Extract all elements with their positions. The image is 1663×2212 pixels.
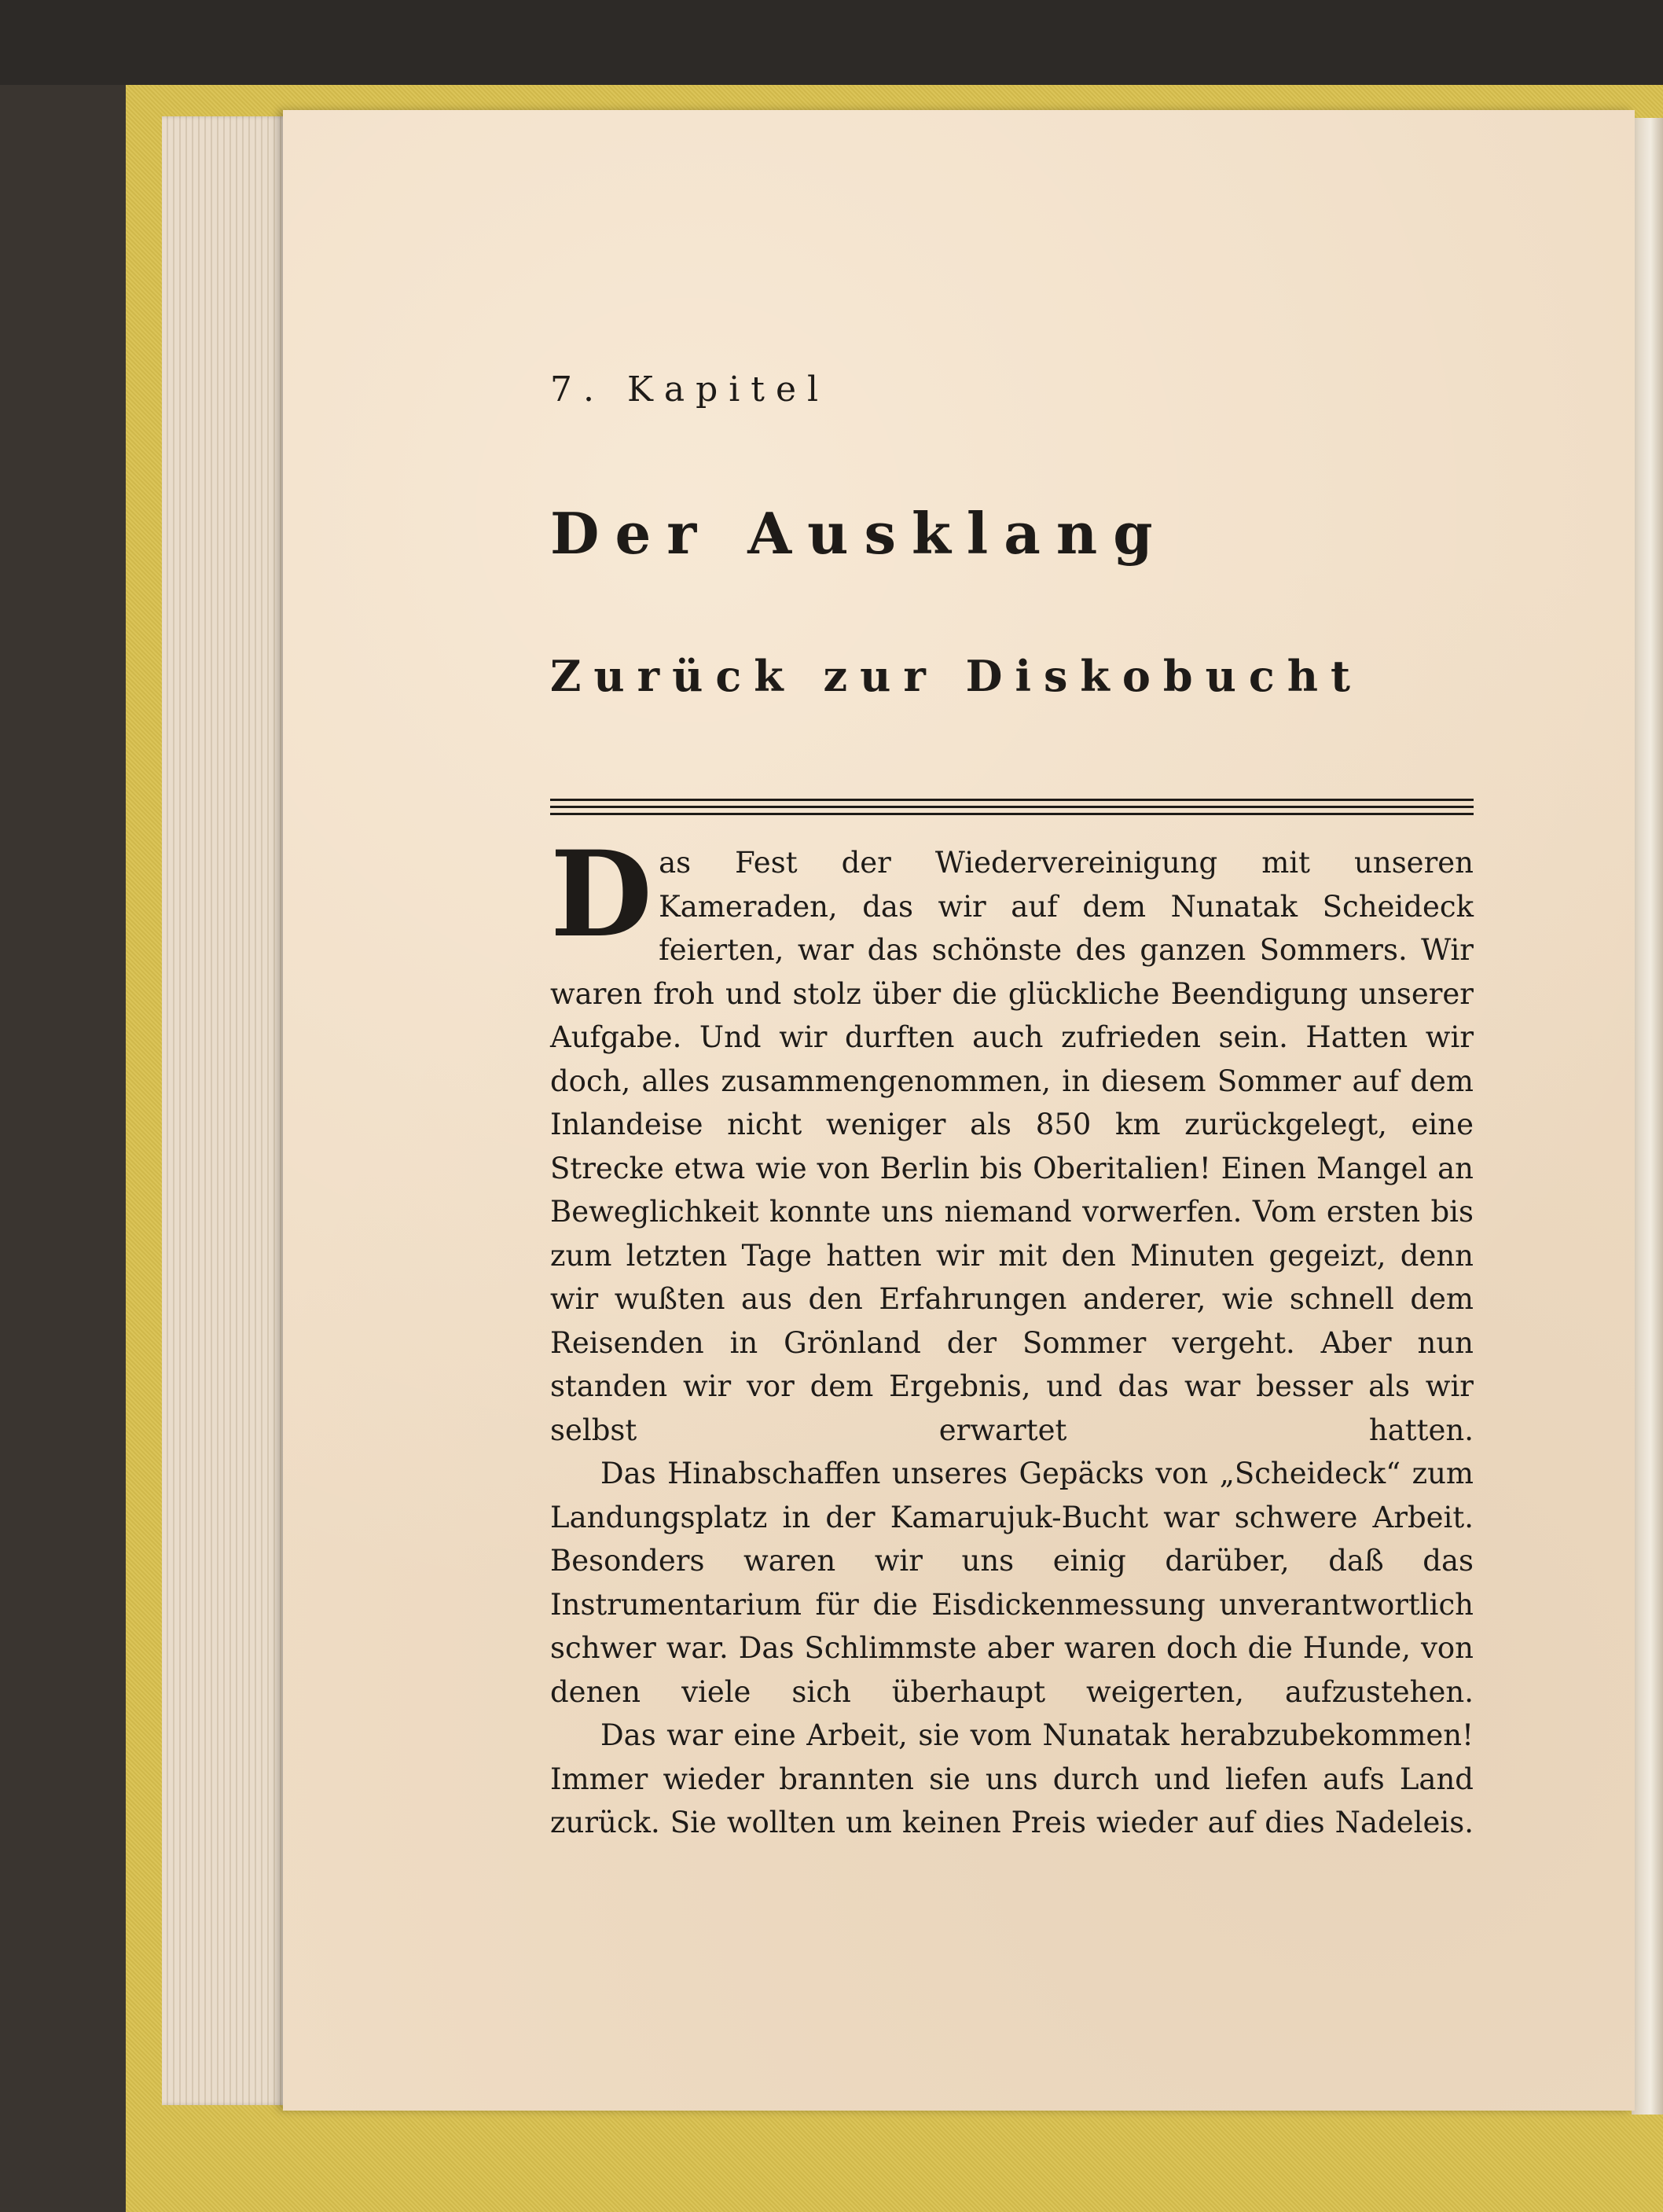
background [0, 0, 1663, 85]
drop-cap: D [550, 825, 653, 964]
decorative-rule [550, 799, 1474, 816]
right-page-edge [1632, 118, 1663, 2115]
page-edges [162, 116, 296, 2105]
paragraph-1 [550, 825, 1474, 1452]
paragraph-2-text: Das Hinabschaffen unseres Gepäcks von „Scheideck“ zum Landungsplatz in der Kamarujuk-Bucht war schwere Arbeit. Besonders waren wir uns einig darüber, daß das Instrumentarium für die Eisdickenmessung unverantwortlich schwer war. Das Schlimmste aber waren doch die Hunde, von denen viele sich überhaupt weigerten, aufzustehen. [550, 1457, 1474, 1709]
paragraph-1-text: as Fest der Wiedervereinigung mit unseren Kameraden, das wir auf dem Nunatak Scheideck feierten, war das schönste des ganzen Sommers. Wir waren froh und stolz über die glückliche Beendigung unserer Aufgabe. Und wir durften auch zufrieden sein. Hatten wir doch, alles zusammengenommen, in diesem Sommer auf dem Inlandeise nicht weniger als 850 km zurückgelegt, eine Strecke etwa wie von Berlin bis Oberitalien! Einen Mangel an Beweglichkeit konnte uns niemand vorwerfen. Vom ersten bis zum letzten Tage hatten wir mit den Minuten gegeizt, denn wir wußten aus den Erfahrungen anderer, wie schnell dem Reisenden in Grönland der Sommer vergeht. Aber nun standen wir vor dem Ergebnis, und das war besser als wir selbst erwartet hatten. [550, 846, 1474, 1447]
paragraph-3 [550, 1714, 1474, 1845]
chapter-title: Der Ausklang [550, 500, 1169, 567]
paragraph-3-text: Das war eine Arbeit, sie vom Nunatak herabzubekommen! Immer wieder brannten sie uns durch und liefen aufs Land zurück. Sie wollten um keinen Preis wieder auf dies Nadeleis. [550, 1718, 1474, 1839]
paragraph-2 [550, 1452, 1474, 1714]
body-text [550, 825, 1474, 1845]
section-title: Zurück zur Diskobucht [550, 651, 1363, 701]
chapter-label: 7. Kapitel [550, 369, 830, 410]
